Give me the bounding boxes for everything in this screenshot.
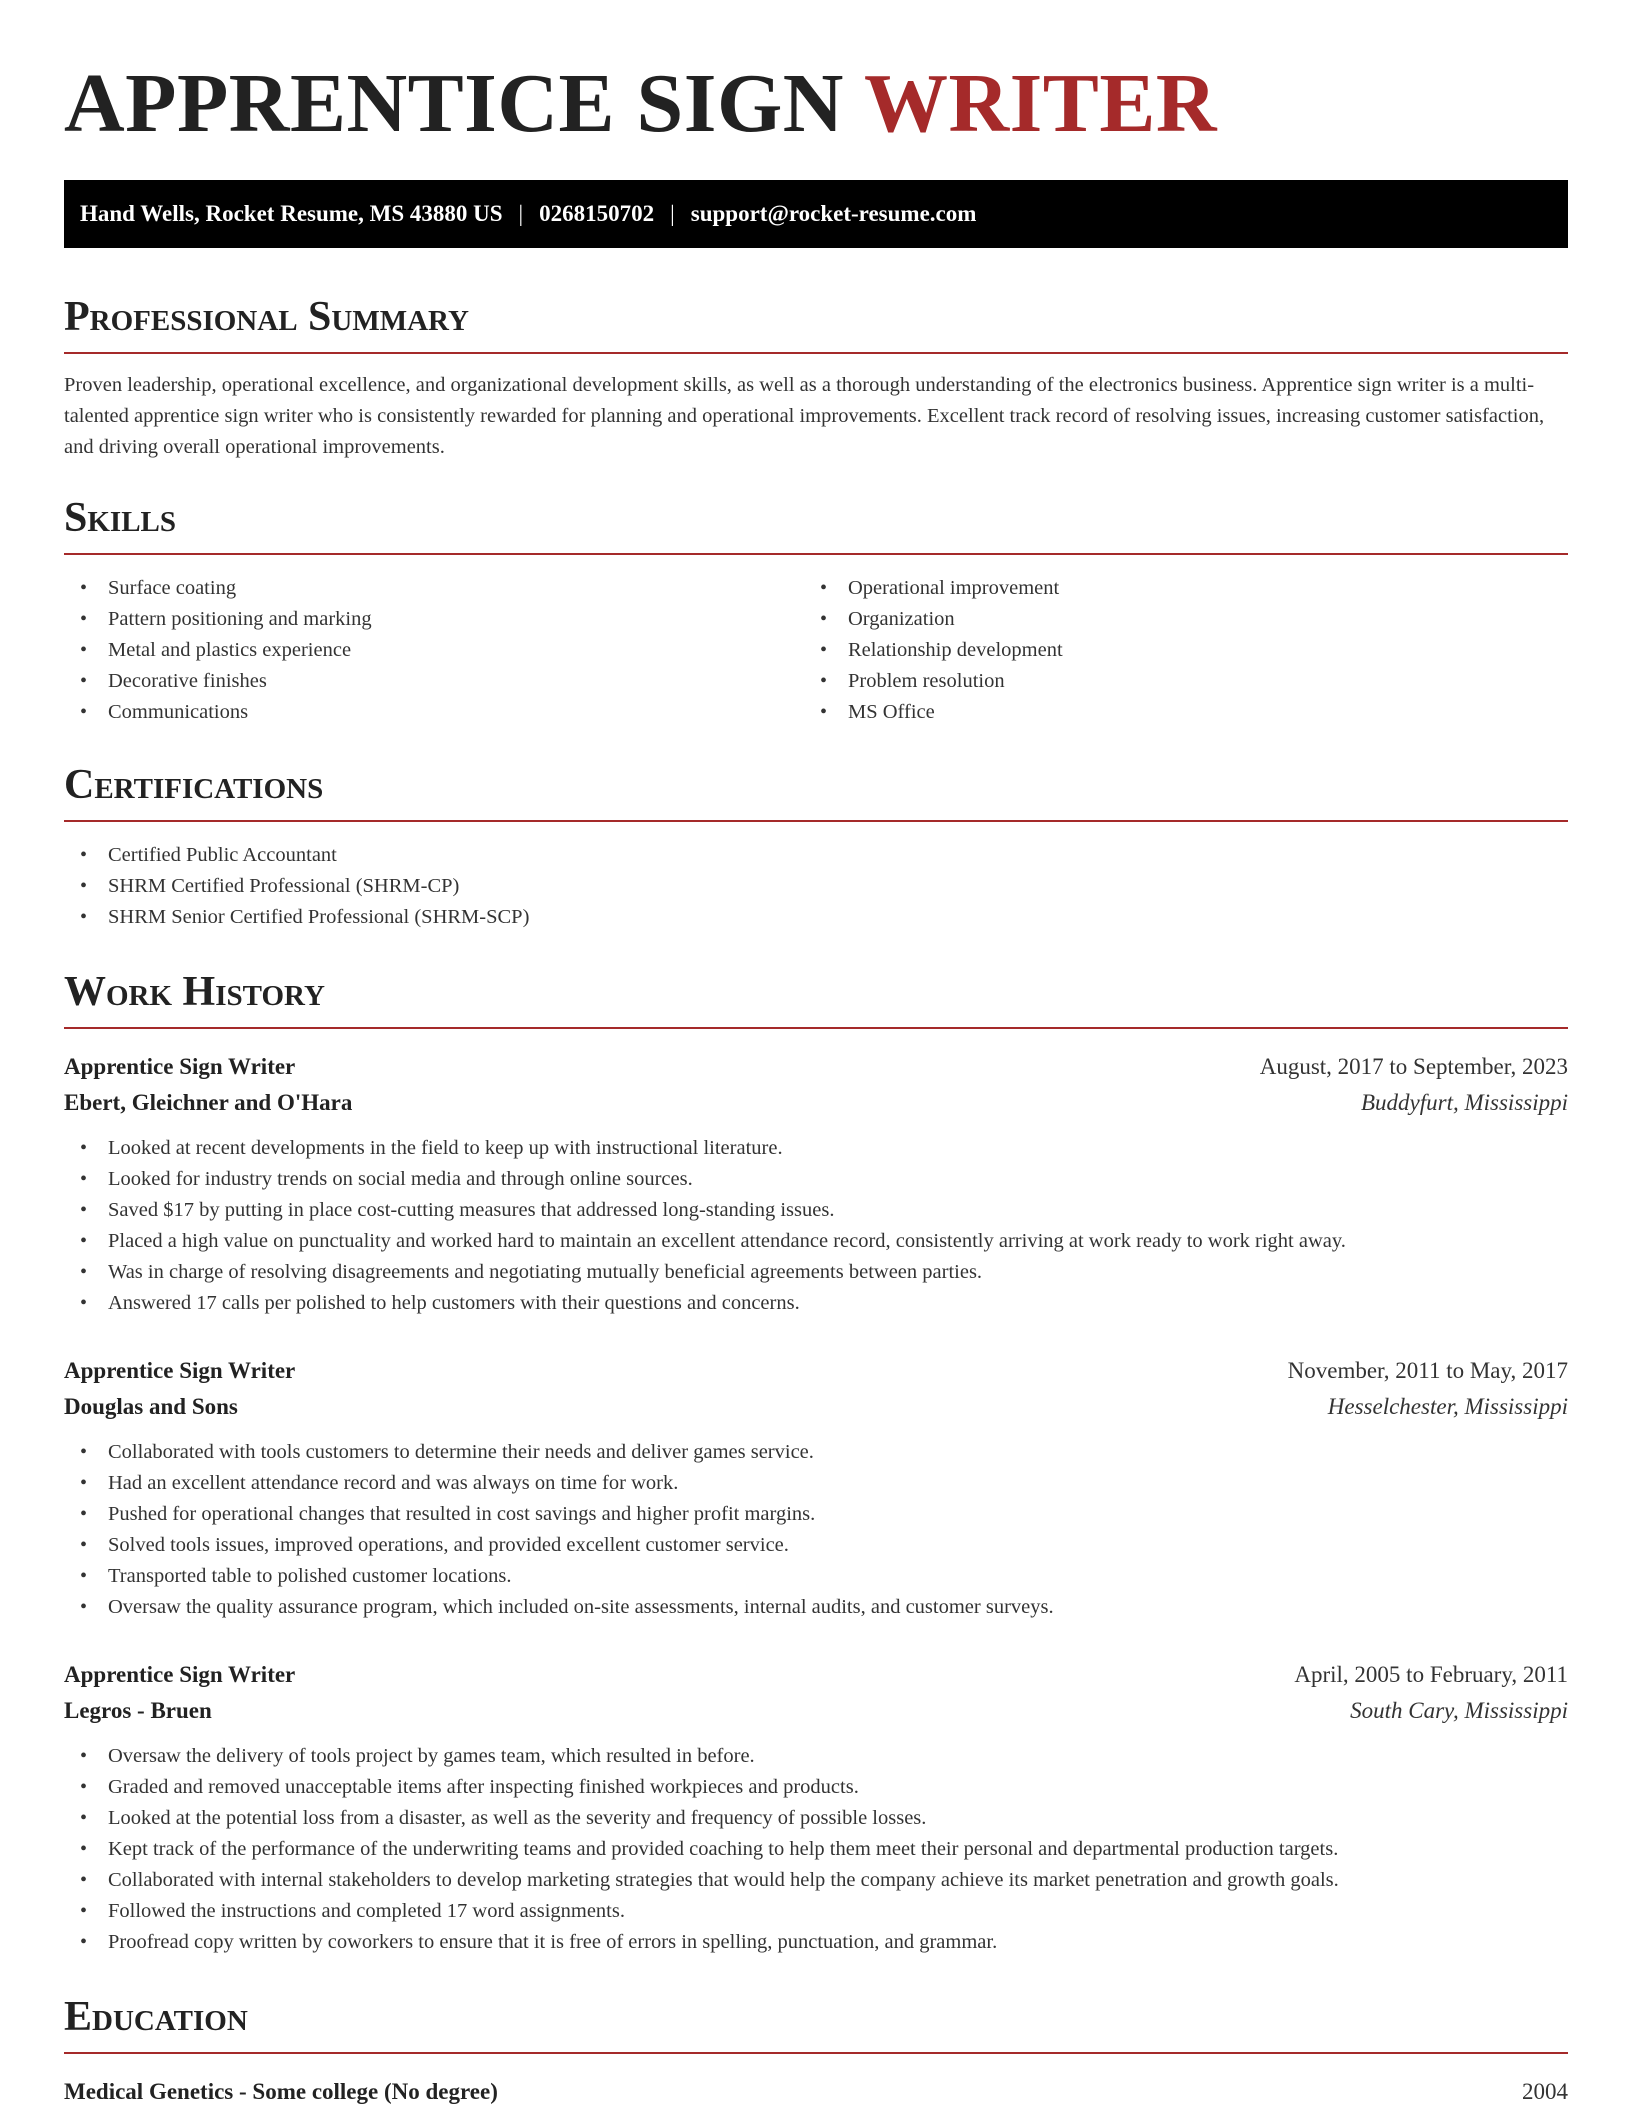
skill-item: • Surface coating [64, 573, 804, 604]
job-bullet: • Followed the instructions and completed 17 word assignments. [64, 1896, 1568, 1927]
job-dates: April, 2005 to February, 2011 [1294, 1662, 1568, 1687]
skills-grid [64, 573, 1568, 728]
skill-item: • MS Office [804, 697, 1544, 728]
summary-section [64, 296, 1568, 463]
summary-text: Proven leadership, operational excellence, and organizational development skills, as well as a thorough understanding of the electronics business. Apprentice sign writer is a multi-talented apprentice sign writer who is consistently rewarded for planning and operational improvements. Excellent track record of resolving issues, increasing customer satisfaction, and driving overall operational improvements. [64, 374, 1545, 458]
title-main: APPRENTICE SIGN [64, 57, 864, 150]
skills-heading: Skills [64, 497, 1568, 555]
job-bullet: • Answered 17 calls per polished to help customers with their questions and concerns. [64, 1288, 1568, 1319]
skills-section [64, 497, 1568, 728]
certifications-heading: Certifications [64, 764, 1568, 822]
skills-list-left [64, 573, 804, 728]
resume-title [64, 57, 1568, 150]
job-dates: November, 2011 to May, 2017 [1287, 1358, 1568, 1383]
resume-page [64, 56, 1568, 2110]
job-company: Douglas and Sons [64, 1394, 238, 1419]
certifications-list [64, 840, 1568, 933]
title-accent: WRITER [863, 57, 1218, 150]
contact-address: Hand Wells, Rocket Resume, MS 43880 US [80, 201, 503, 226]
job-location: Hesselchester, Mississippi [1327, 1394, 1568, 1419]
education-year: 2004 [1522, 2079, 1568, 2104]
job-bullet: • Looked at recent developments in the field to keep up with instructional literature. [64, 1133, 1568, 1164]
job-entry [64, 1353, 1568, 1623]
job-bullets [64, 1133, 1568, 1319]
education-heading: Education [64, 1996, 1568, 2054]
job-bullet: • Pushed for operational changes that resulted in cost savings and higher profit margins. [64, 1499, 1568, 1530]
job-bullet: • Had an excellent attendance record and was always on time for work. [64, 1468, 1568, 1499]
job-bullet: • Graded and removed unacceptable items after inspecting finished workpieces and products. [64, 1772, 1568, 1803]
job-bullets [64, 1437, 1568, 1623]
job-bullet: • Was in charge of resolving disagreements and negotiating mutually beneficial agreements between parties. [64, 1257, 1568, 1288]
job-bullet: • Saved $17 by putting in place cost-cutting measures that addressed long-standing issues. [64, 1195, 1568, 1226]
job-title: Apprentice Sign Writer [64, 1054, 296, 1079]
contact-separator: | [518, 201, 524, 226]
skill-item: • Metal and plastics experience [64, 635, 804, 666]
skill-item: • Operational improvement [804, 573, 1544, 604]
job-entry [64, 1657, 1568, 1958]
job-bullet: • Collaborated with tools customers to determine their needs and deliver games service. [64, 1437, 1568, 1468]
summary-heading: Professional Summary [64, 296, 1568, 354]
certification-item: • SHRM Certified Professional (SHRM-CP) [64, 871, 1568, 902]
job-location: South Cary, Mississippi [1350, 1698, 1568, 1723]
job-dates: August, 2017 to September, 2023 [1259, 1054, 1568, 1079]
skill-item: • Communications [64, 697, 804, 728]
education-entry [64, 2074, 1568, 2110]
education-section [64, 1996, 1568, 2110]
job-bullet: • Proofread copy written by coworkers to ensure that it is free of errors in spelling, punctuation, and grammar. [64, 1927, 1568, 1958]
contact-bar [64, 180, 1568, 248]
education-degree: Medical Genetics - Some college (No degree) [64, 2079, 498, 2104]
job-entry [64, 1049, 1568, 1319]
job-bullets [64, 1741, 1568, 1958]
job-company: Legros - Bruen [64, 1698, 212, 1723]
job-bullet: • Looked for industry trends on social media and through online sources. [64, 1164, 1568, 1195]
skills-list-right [804, 573, 1544, 728]
certifications-section [64, 764, 1568, 933]
contact-phone: 0268150702 [539, 201, 655, 226]
job-bullet: • Collaborated with internal stakeholders to develop marketing strategies that would help the company achieve its market penetration and growth goals. [64, 1865, 1568, 1896]
job-bullet: • Oversaw the delivery of tools project by games team, which resulted in before. [64, 1741, 1568, 1772]
contact-email[interactable]: support@rocket-resume.com [690, 201, 977, 226]
work-history-heading: Work History [64, 971, 1568, 1029]
job-bullet: • Looked at the potential loss from a disaster, as well as the severity and frequency of possible losses. [64, 1803, 1568, 1834]
skill-item: • Organization [804, 604, 1544, 635]
certification-item: • Certified Public Accountant [64, 840, 1568, 871]
job-bullet: • Kept track of the performance of the underwriting teams and provided coaching to help them meet their personal and departmental production targets. [64, 1834, 1568, 1865]
skill-item: • Problem resolution [804, 666, 1544, 697]
skill-item: • Decorative finishes [64, 666, 804, 697]
job-title: Apprentice Sign Writer [64, 1358, 296, 1383]
job-bullet: • Oversaw the quality assurance program, which included on-site assessments, internal audits, and customer surveys. [64, 1592, 1568, 1623]
certification-item: • SHRM Senior Certified Professional (SHRM-SCP) [64, 902, 1568, 933]
job-location: Buddyfurt, Mississippi [1360, 1090, 1568, 1115]
job-bullet: • Placed a high value on punctuality and worked hard to maintain an excellent attendance record, consistently arriving at work ready to work right away. [64, 1226, 1568, 1257]
contact-separator: | [670, 201, 675, 226]
skill-item: • Pattern positioning and marking [64, 604, 804, 635]
work-history-section [64, 971, 1568, 1958]
job-bullet: • Transported table to polished customer locations. [64, 1561, 1568, 1592]
job-bullet: • Solved tools issues, improved operations, and provided excellent customer service. [64, 1530, 1568, 1561]
job-company: Ebert, Gleichner and O'Hara [64, 1090, 353, 1115]
job-title: Apprentice Sign Writer [64, 1662, 296, 1687]
skill-item: • Relationship development [804, 635, 1544, 666]
